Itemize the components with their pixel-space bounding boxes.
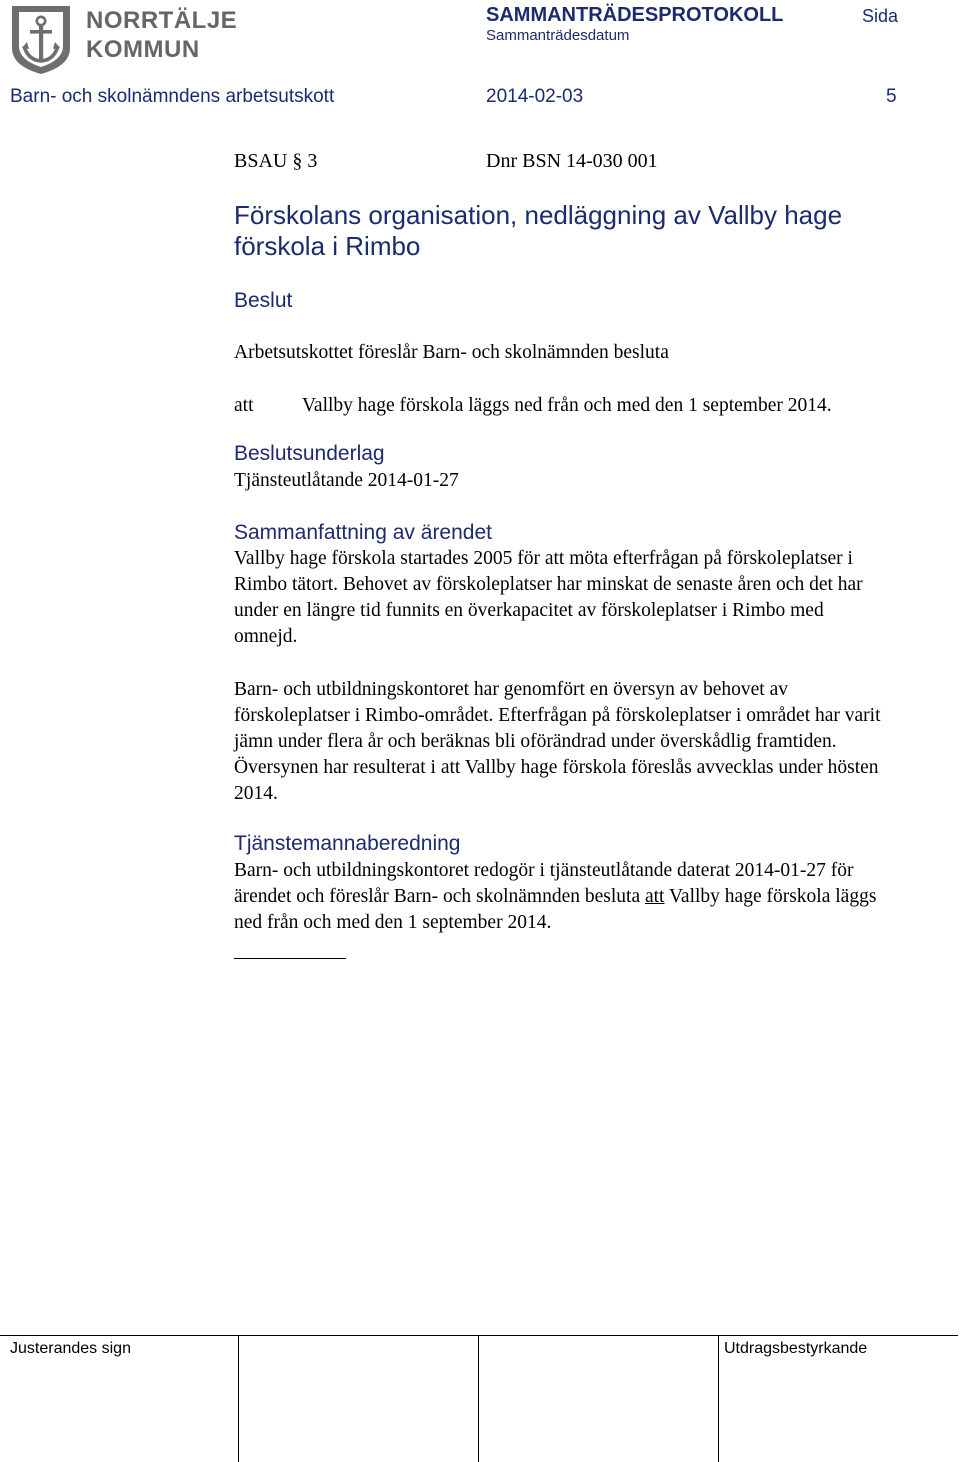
footer-divider [238,1335,239,1462]
section-heading-tjanstemannaberedning: Tjänstemannaberedning [234,832,461,855]
tjm-text-after: Vallby hage förskola läggs ned från och med den 1 september 2014. [234,886,877,933]
org-name-line2: KOMMUN [86,36,200,63]
tjm-text-before: Barn- och utbildningskontoret redogör i tjänsteutlåtande daterat 2014-01-27 för ärendet och föreslår Barn- och skolnämnden besluta [234,860,854,907]
underlag-text: Tjänsteutlåtande 2014-01-27 [234,470,459,491]
anchor-crest-icon [10,4,72,76]
justerandes-sign-label: Justerandes sign [10,1340,131,1357]
tjanstemannaberedning-paragraph [234,858,904,936]
section-heading-underlag: Beslutsunderlag [234,442,385,465]
document-type: SAMMANTRÄDESPROTOKOLL [486,4,784,26]
section-heading-summary: Sammanfattning av ärendet [234,521,492,544]
utdragsbestyrkande-label: Utdragsbestyrkande [724,1340,868,1357]
decision-text: Vallby hage förskola läggs ned från och med den 1 september 2014. [302,395,832,416]
end-divider [234,958,346,959]
section-heading-beslut: Beslut [234,289,293,312]
summary-paragraph-1: Vallby hage förskola startades 2005 för att möta efterfrågan på förskoleplatser i Rimbo tätort. Behovet av förskoleplatser har minskat de senaste åren och det har under en längre tid funnits en överkapacitet av förskoleplatser i Rimbo med omnejd. [234,548,863,647]
footer-rule [0,1335,958,1336]
summary-paragraph-2: Barn- och utbildningskontoret har genomfört en översyn av behovet av förskoleplatser i Rimbo-området. Efterfrågan på förskoleplatser i området har varit jämn under flera år och beräknas bli oförändrad under överskådlig framtiden. Översynen har resulterat i att Vallby hage förskola föreslås avvecklas under hösten 2014. [234,679,881,804]
page-number: 5 [886,86,897,107]
page-label: Sida [862,6,899,26]
footer-divider [718,1335,719,1462]
org-name-line1: NORRTÄLJE [86,7,238,34]
case-number: BSAU § 3 [234,150,318,172]
case-title: Förskolans organisation, nedläggning av Vallby hage förskola i Rimbo [234,200,843,261]
tjm-att: att [644,886,665,907]
meeting-date: 2014-02-03 [486,86,584,107]
diary-number: Dnr BSN 14-030 001 [486,150,658,172]
org-name [86,6,237,64]
decision-att: att [234,395,254,416]
committee-name: Barn- och skolnämndens arbetsutskott [10,86,335,107]
decision-intro: Arbetsutskottet föreslår Barn- och skolnämnden besluta [234,342,669,363]
meeting-date-label: Sammanträdesdatum [486,27,630,44]
footer-divider [478,1335,479,1462]
